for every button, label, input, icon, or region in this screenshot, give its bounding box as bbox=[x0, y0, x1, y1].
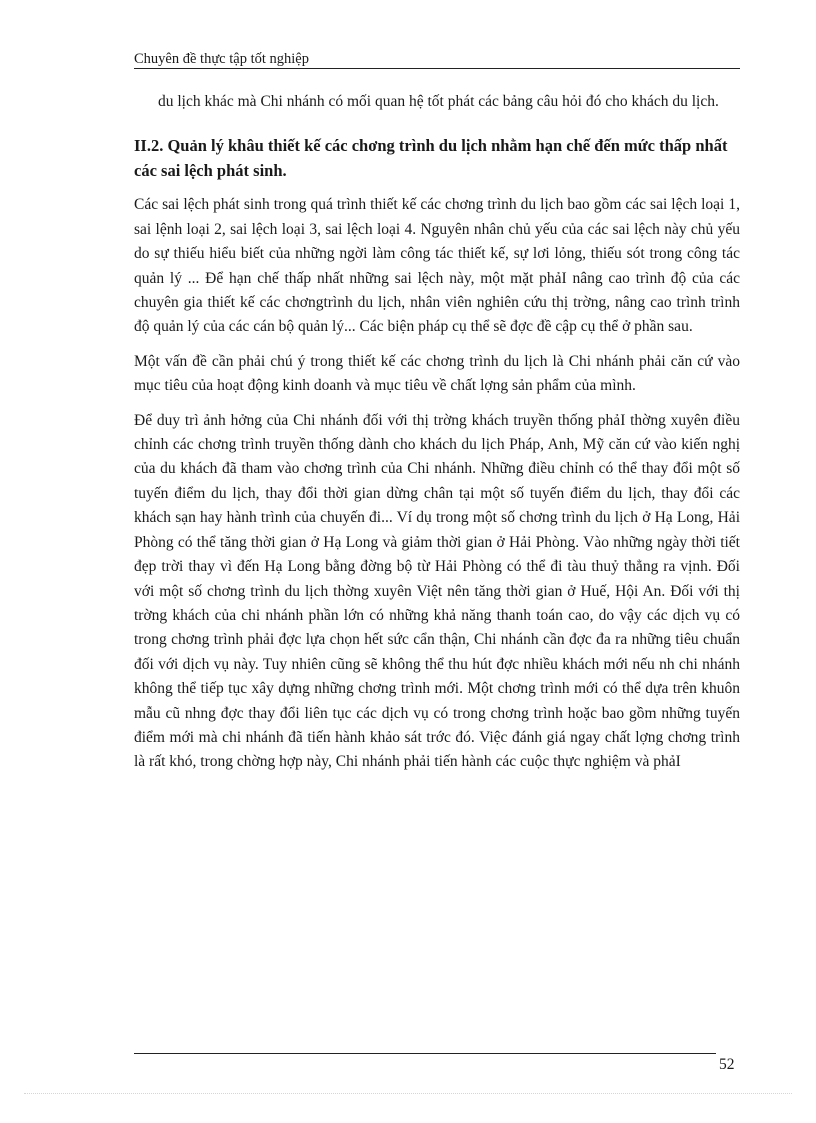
footer-divider bbox=[134, 1053, 716, 1054]
body-paragraph: Các sai lệch phát sinh trong quá trình thiết kế các chơng trình du lịch bao gồm các sai lệch loại 1, sai lệnh loại 2, sai lệch loại 3, sai lệch loại 4. Nguyên nhân chủ yếu của các sai lệch này chủ yếu do sự thiếu hiểu biết của những ngời làm công tác thiết kế, sự lơi lỏng, thiếu sót trong công tác quản lý ... Để hạn chế thấp nhất những sai lệch này, một mặt phảI nâng cao trình độ của các chuyên gia thiết kế các chơngtrình du lịch, nhân viên nghiên cứu thị trờng, nâng cao trình trình độ quản lý của các cán bộ quản lý... Các biện pháp cụ thể sẽ đợc đề cập cụ thể ở phần sau. bbox=[134, 196, 740, 336]
body-paragraph: Để duy trì ảnh hởng của Chi nhánh đối với thị trờng khách truyền thống phảI thờng xuyên điều chỉnh các chơng trình truyền thống dành cho khách du lịch Pháp, Anh, Mỹ căn cứ vào kiến nghị của du khách đã tham vào chơng trình của Chi nhánh. Những điều chỉnh có thể thay đổi một số tuyến điểm du lịch, thay đổi thời gian dừng chân tại một số tuyến điểm du lịch, thay đổi các khách sạn hay hành trình của chuyến đi... Ví dụ trong một số chơng trình du lịch ở Hạ Long, Hải Phòng có thể tăng thời gian ở Hạ Long và giảm thời gian ở Hải Phòng. Vào những ngày thời tiết đẹp trời thay vì đến Hạ Long bằng đờng bộ từ Hải Phòng có thể đi tàu thuỷ thẳng ra vịnh. Đối với một số chơng trình du lịch thờng xuyên Việt nên tăng thời gian ở Huế, Hội An. Đối với thị trờng khách của chi nhánh phần lớn có những khả năng thanh toán cao, do vậy các dịch vụ có trong chơng trình phải đợc lựa chọn hết sức cẩn thận, Chi nhánh cần đợc đa ra những tiêu chuẩn đối với dịch vụ này. Tuy nhiên cũng sẽ không thể thu hút đợc nhiều khách mới nếu nh chi nhánh không thể tiếp tục xây dựng những chơng trình mới. Một chơng trình mới có thể dựa trên khuôn mẫu cũ nhng đợc thay đổi liên tục các dịch vụ có trong chơng trình hoặc bao gồm những tuyến điểm mới mà chi nhánh đã tiến hành khảo sát trớc đó. Việc đánh giá ngay chất lợng chơng trình là rất khó, trong chờng hợp này, Chi nhánh phải tiến hành các cuộc thực nghiệm và phảI bbox=[134, 411, 740, 771]
section-heading: II.2. Quản lý khâu thiết kế các chơng trình du lịch nhằm hạn chế đến mức thấp nhất các sai lệch phát sinh. bbox=[134, 136, 728, 181]
page-content bbox=[134, 90, 740, 785]
page-number: 52 bbox=[719, 1056, 735, 1073]
continuation-paragraph: du lịch khác mà Chi nhánh có mối quan hệ tốt phát các bảng câu hỏi đó cho khách du lịch. bbox=[158, 93, 719, 110]
running-header: Chuyên đề thực tập tốt nghiệp bbox=[134, 50, 740, 69]
body-paragraph: Một vấn đề cần phải chú ý trong thiết kế các chơng trình du lịch là Chi nhánh phải căn cứ vào mục tiêu của hoạt động kinh doanh và mục tiêu về chất lợng sản phẩm của mình. bbox=[134, 352, 740, 395]
page-bottom-edge bbox=[24, 1093, 792, 1094]
